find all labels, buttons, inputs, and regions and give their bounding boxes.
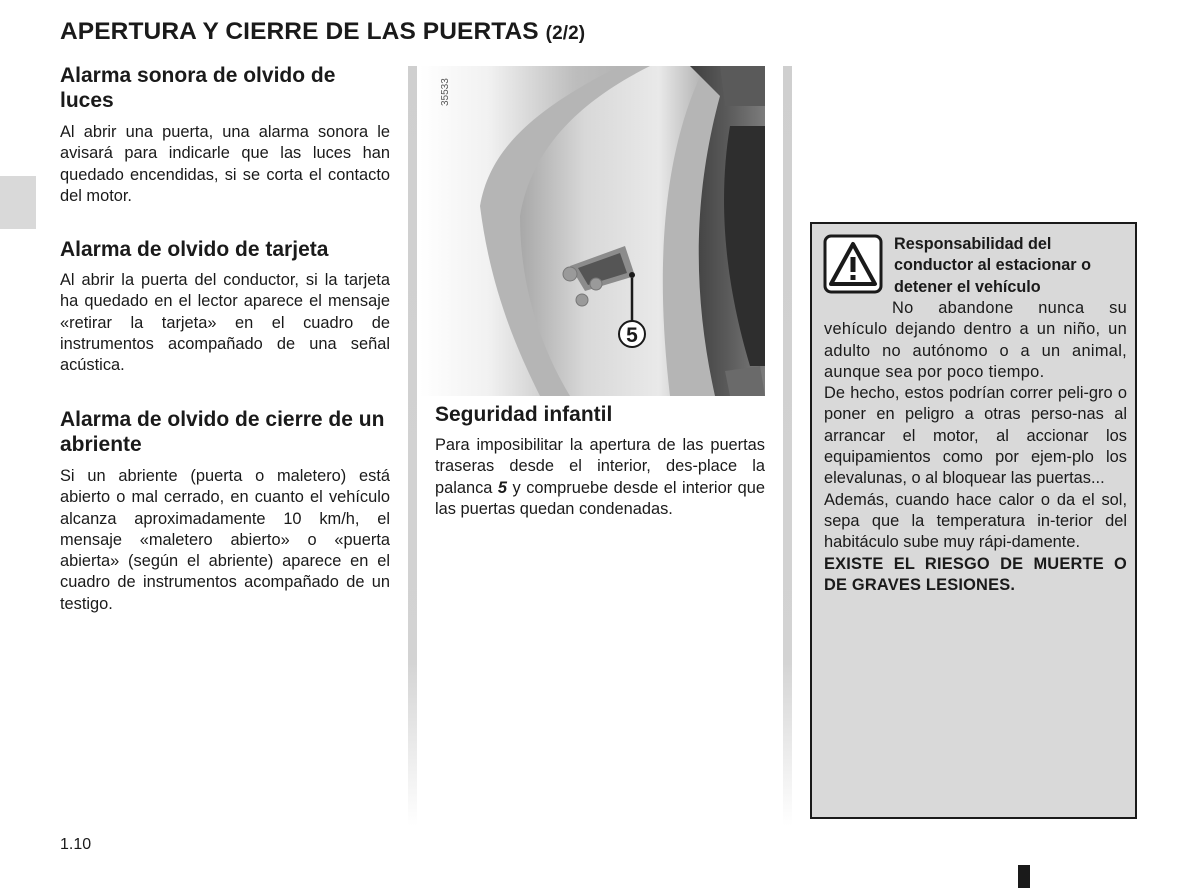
section-body-lights-alarm: Al abrir una puerta, una alarma sonora le avisará para indicarle que las luces han quedado encendidas, si se corta el contacto del motor.	[60, 123, 390, 205]
warning-box	[810, 222, 1137, 819]
section-heading-opening-alarm: Alarma de olvido de cierre de un abriente	[60, 408, 385, 456]
warning-paragraph-1: No abandone nunca su vehículo dejando dentro a un niño, un adulto no autónomo o a un animal, aunque sea por poco tiempo.	[824, 299, 1127, 381]
door-lock-illustration	[420, 66, 765, 396]
section-heading-card-alarm: Alarma de olvido de tarjeta	[60, 238, 329, 261]
lever-reference: 5	[497, 478, 508, 497]
page-number: 1.10	[60, 836, 92, 853]
page-title	[60, 18, 585, 46]
section-body-child-safety	[435, 435, 765, 520]
warning-paragraph-2: De hecho, estos podrían correr peli-gro o poner en peligro a otras perso-nas al arrancar el motor, al accionar los equipamientos como por ejem-plo los elevalunas, o al bloquear las puertas...	[824, 384, 1127, 488]
door-lock-photo	[420, 66, 765, 396]
child-safety-text-after: y compruebe desde el interior que las puertas quedan condenadas.	[435, 478, 765, 518]
section-heading-lights-alarm: Alarma sonora de olvido de luces	[60, 64, 336, 112]
warning-final-statement: EXISTE EL RIESGO DE MUERTE O DE GRAVES LESIONES.	[824, 554, 1127, 594]
warning-triangle-icon	[823, 234, 883, 294]
warning-heading: Responsabilidad del conductor al estacionar o detener el vehículo	[894, 235, 1091, 296]
column-divider-left	[408, 66, 417, 826]
warning-paragraph-3: Además, cuando hace calor o da el sol, sepa que la temperatura in-terior del habitáculo sube muy rápi-damente.	[824, 490, 1127, 552]
callout-5-label: 5	[626, 324, 638, 347]
section-heading-child-safety: Seguridad infantil	[435, 403, 613, 426]
page-edge-marker	[1018, 865, 1030, 888]
child-safety-text-before: Para imposibilitar la apertura de las puertas traseras desde el interior, des-place la palanca	[435, 436, 765, 497]
page-title-text: APERTURA Y CIERRE DE LAS PUERTAS	[60, 18, 539, 45]
page-title-part: (2/2)	[545, 23, 586, 44]
column-divider-right	[783, 66, 792, 826]
warning-body	[824, 298, 1127, 596]
section-body-card-alarm: Al abrir la puerta del conductor, si la tarjeta ha quedado en el lector aparece el mensaje «retirar la tarjeta» en el cuadro de instrumentos acompañado de una señal acústica.	[60, 271, 390, 375]
section-body-opening-alarm: Si un abriente (puerta o maletero) está abierto o mal cerrado, en cuanto el vehículo alcanza aproximadamente 10 km/h, el mensaje «maletero abierto» o «puerta abierta» (según el abriente) aparece en el cuadro de instrumentos acompañado de un testigo.	[60, 467, 390, 613]
chapter-tab	[0, 176, 36, 229]
figure-id: 35533	[440, 78, 451, 106]
